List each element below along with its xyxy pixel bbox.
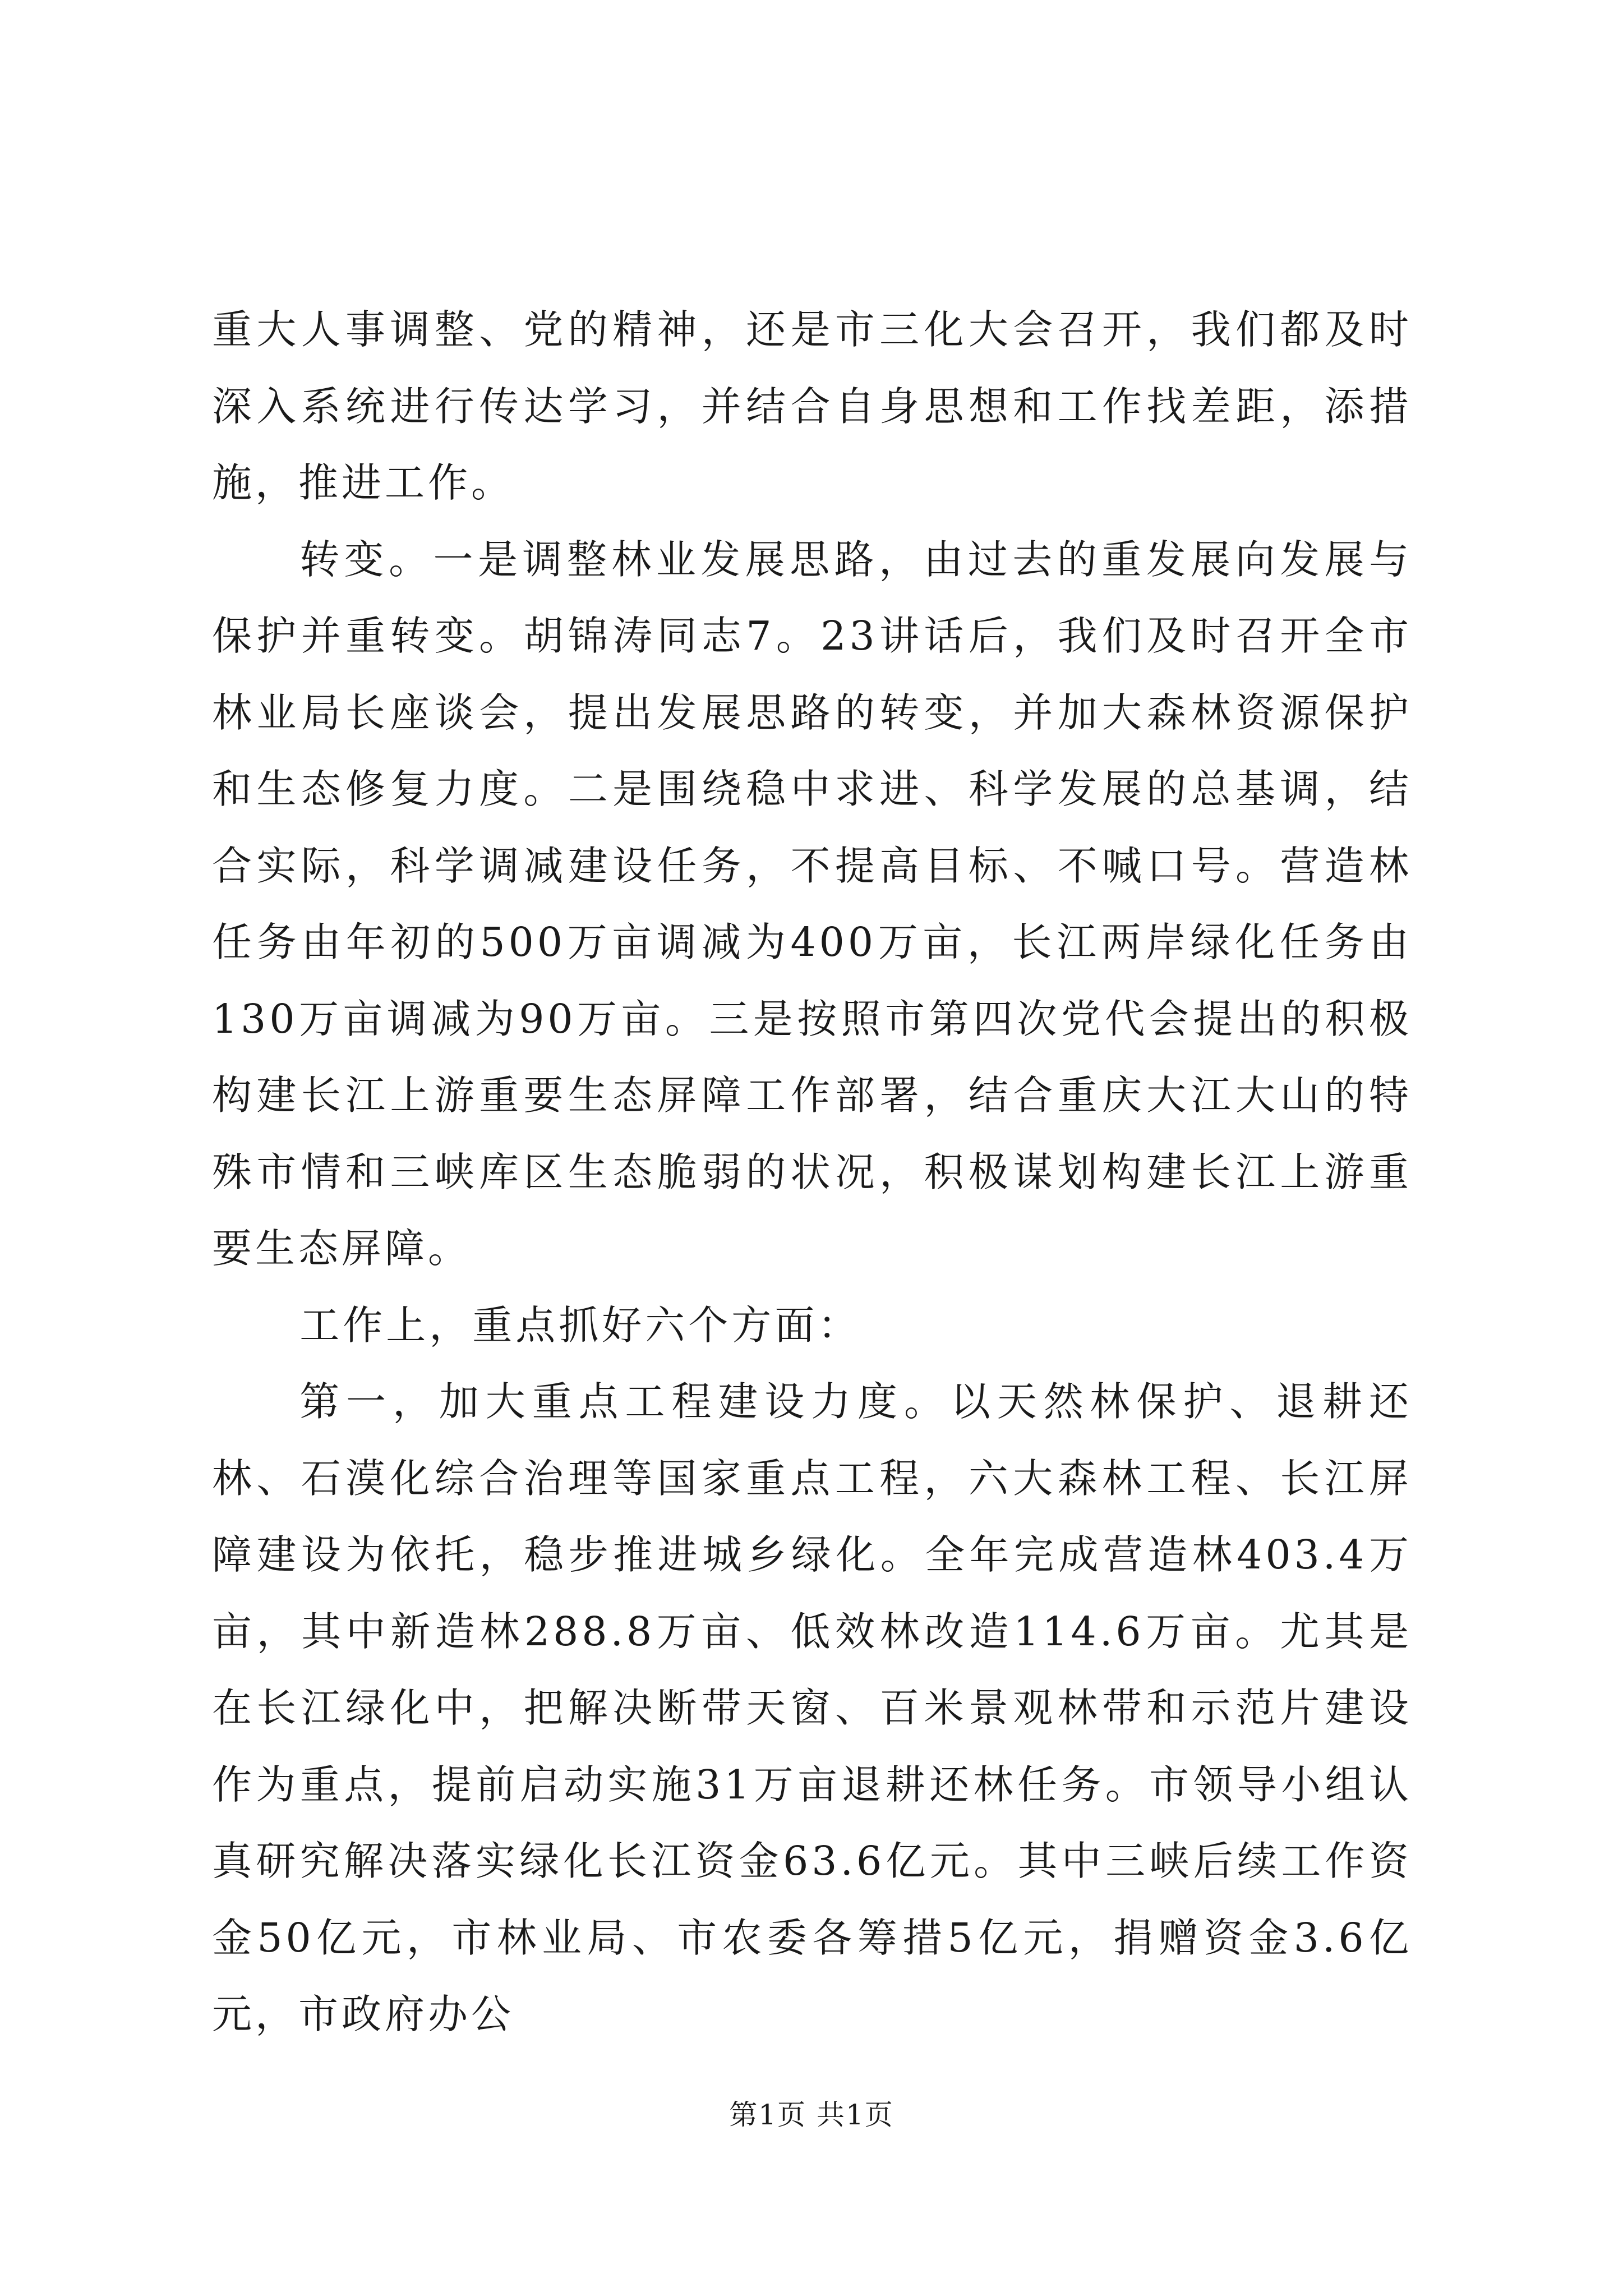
paragraph-transformation: 转变。一是调整林业发展思路，由过去的重发展向发展与保护并重转变。胡锦涛同志7。23讲话后，我们及时召开全市林业局长座谈会，提出发展思路的转变，并加大森林资源保护和生态修复力度。二是围绕稳中求进、科学发展的总基调，结合实际，科学调减建设任务，不提高目标、不喊口号。营造林任务由年初的500万亩调减为400万亩，长江两岸绿化任务由130万亩调减为90万亩。三是按照市第四次党代会提出的积极构建长江上游重要生态屏障工作部署，结合重庆大江大山的特殊市情和三峡库区生态脆弱的状况，积极谋划构建长江上游重要生态屏障。 <box>212 536 1412 1272</box>
page-footer: 第1页 共1页 <box>729 2099 894 2131</box>
document-body <box>212 292 1412 2053</box>
paragraph-work-focus: 工作上，重点抓好六个方面： <box>299 1301 861 1349</box>
paragraph-continuation: 重大人事调整、党的精神，还是市三化大会召开，我们都及时深入系统进行传达学习，并结合自身思想和工作找差距，添措施，推进工作。 <box>212 306 1412 506</box>
paragraph-first-point: 第一，加大重点工程建设力度。以天然林保护、退耕还林、石漠化综合治理等国家重点工程，六大森林工程、长江屏障建设为依托，稳步推进城乡绿化。全年完成营造林403.4万亩，其中新造林288.8万亩、低效林改造114.6万亩。尤其是在长江绿化中，把解决断带天窗、百米景观林带和示范片建设作为重点，提前启动实施31万亩退耕还林任务。市领导小组认真研究解决落实绿化长江资金63.6亿元。其中三峡后续工作资金50亿元，市林业局、市农委各筹措5亿元，捐赠资金3.6亿元，市政府办公 <box>212 1378 1412 2037</box>
